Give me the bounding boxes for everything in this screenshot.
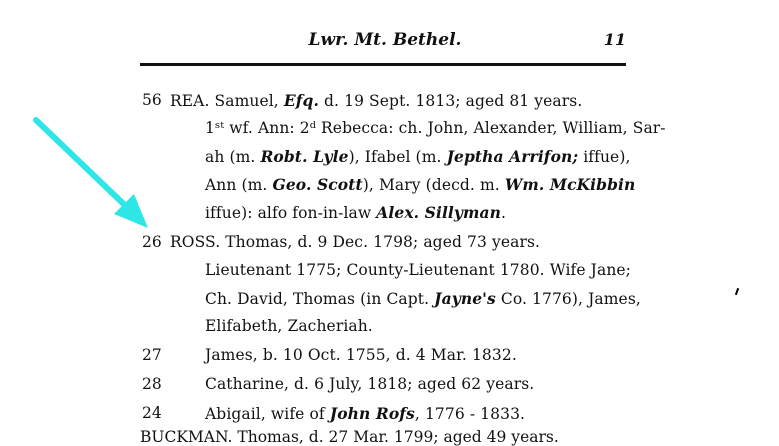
name-italic: Robt. Lyle <box>260 147 349 166</box>
name-italic: Jeptha Arrifon; <box>446 147 579 166</box>
text-run: Ann (m. <box>205 176 273 194</box>
entry-number: 28 <box>142 375 162 393</box>
text-run: Ch. David, Thomas (in Capt. <box>205 290 435 308</box>
surname: REA. <box>170 92 210 110</box>
text-run: 1ˢᵗ wf. Ann: 2ᵈ Rebecca: ch. John, Alexander, William, Sar- <box>205 119 666 137</box>
entry-line <box>205 175 635 194</box>
text-run: . <box>501 204 507 222</box>
entry-line <box>205 289 641 308</box>
title-italic: Efq. <box>283 91 319 110</box>
surname: ROSS. <box>170 233 221 251</box>
page-header <box>140 26 630 62</box>
text-run: Thomas, d. 9 Dec. 1798; aged 73 years. <box>220 233 541 251</box>
text-run: ), Ifabel (m. <box>348 148 447 166</box>
text-run: Co. 1776), James, <box>495 290 641 308</box>
entry-number: 27 <box>142 346 162 364</box>
name-italic: Geo. Scott <box>272 175 363 194</box>
cutoff-line: BUCKMAN. Thomas, d. 27 Mar. 1799; aged 49 years. <box>140 428 559 446</box>
name-italic: John Rofs <box>329 404 415 423</box>
text-run: iffue): alfo fon-in-law <box>205 204 377 222</box>
entry-number: 56 <box>142 91 162 109</box>
text-run: ), Mary (decd. m. <box>362 176 505 194</box>
entry-line: James, b. 10 Oct. 1755, d. 4 Mar. 1832. <box>205 346 517 364</box>
text-run: ah (m. <box>205 148 261 166</box>
text-run: Samuel, <box>209 92 284 110</box>
text-run: , 1776 - 1833. <box>414 405 526 423</box>
name-italic: Jayne's <box>434 289 496 308</box>
entry-line <box>170 233 540 251</box>
page-number: 11 <box>603 30 626 49</box>
entry-number: 24 <box>142 404 162 422</box>
name-italic: Alex. Sillyman <box>376 203 502 222</box>
entry-line <box>205 203 506 222</box>
entry-number: 26 <box>142 233 162 251</box>
entry-line <box>170 91 582 110</box>
header-rule <box>140 63 626 66</box>
entry-line <box>205 147 631 166</box>
text-run: iffue), <box>578 148 631 166</box>
entry-line <box>205 404 525 423</box>
entry-line <box>205 119 666 137</box>
text-run: d. 19 Sept. 1813; aged 81 years. <box>319 92 583 110</box>
page-title: Lwr. Mt. Bethel. <box>308 30 462 50</box>
entry-line <box>205 317 373 335</box>
text-run: Elifabeth, Zacheriah. <box>205 317 373 335</box>
text-run: Abigail, wife of <box>205 405 330 423</box>
name-italic: Wm. McKibbin <box>504 175 636 194</box>
entry-line <box>205 261 631 279</box>
text-run: Lieutenant 1775; County-Lieutenant 1780. Wife Jane; <box>205 261 631 279</box>
entry-line: Catharine, d. 6 July, 1818; aged 62 years. <box>205 375 535 393</box>
